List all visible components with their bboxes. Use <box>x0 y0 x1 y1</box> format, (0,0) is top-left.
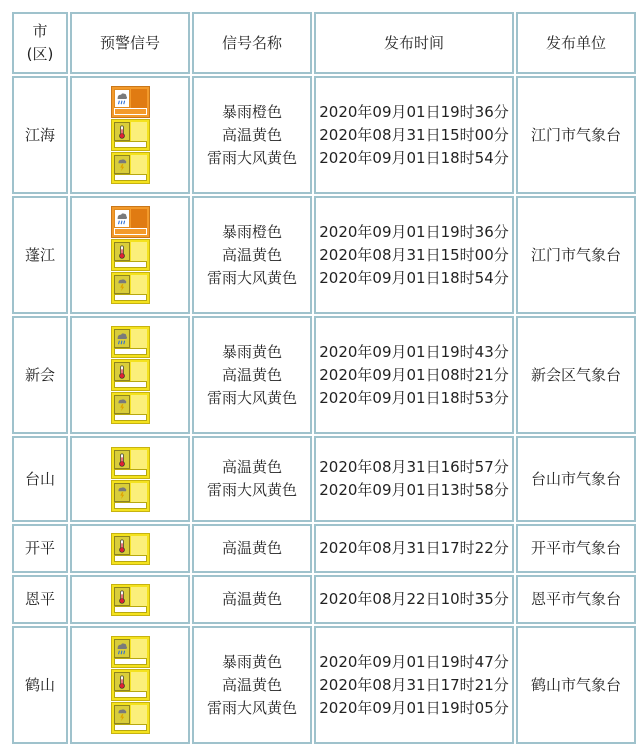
signal-name-cell <box>192 76 312 194</box>
signal-name: 高温黄色 <box>221 125 282 144</box>
rainstorm-orange-icon <box>111 86 150 118</box>
release-time: 2020年09月01日19时47分 <box>319 652 509 671</box>
release-time: 2020年09月01日19时36分 <box>319 102 509 121</box>
high-temperature-yellow-icon <box>111 447 150 479</box>
release-time: 2020年08月31日17时22分 <box>319 539 509 557</box>
high-temperature-yellow-icon <box>111 239 150 271</box>
table-row <box>12 575 636 624</box>
signal-name: 雷雨大风黄色 <box>206 388 297 407</box>
issuer-cell: 江门市气象台 <box>516 196 636 314</box>
area-cell: 开平 <box>12 524 68 573</box>
signal-name-cell <box>192 196 312 314</box>
release-time: 2020年09月01日18时54分 <box>319 268 509 287</box>
release-time: 2020年08月31日15时00分 <box>319 245 509 264</box>
issuer-cell: 新会区气象台 <box>516 316 636 434</box>
signal-name: 高温黄色 <box>221 245 282 264</box>
header-city <box>12 12 68 74</box>
table-row <box>12 436 636 522</box>
signal-icon-cell <box>70 316 190 434</box>
issuer-cell: 鹤山市气象台 <box>516 626 636 744</box>
release-time: 2020年08月31日16时57分 <box>319 458 509 476</box>
release-time: 2020年09月01日08时21分 <box>319 365 509 384</box>
release-time-cell <box>314 76 514 194</box>
signal-icon-stack <box>72 447 188 512</box>
issuer-cell: 恩平市气象台 <box>516 575 636 624</box>
table-row <box>12 626 636 744</box>
thunderstorm-gale-yellow-icon <box>111 702 150 734</box>
rainstorm-orange-icon <box>111 206 150 238</box>
header-release-time: 发布时间 <box>314 12 514 74</box>
signal-name: 高温黄色 <box>221 675 282 694</box>
signal-name: 高温黄色 <box>221 590 282 608</box>
signal-icon-cell <box>70 196 190 314</box>
release-time: 2020年09月01日18时53分 <box>319 388 509 407</box>
signal-icon-stack <box>72 636 188 734</box>
signal-name-cell <box>192 316 312 434</box>
area-cell: 恩平 <box>12 575 68 624</box>
signal-name: 暴雨橙色 <box>221 102 282 121</box>
signal-name: 暴雨橙色 <box>221 222 282 241</box>
signal-name-cell <box>192 436 312 522</box>
rainstorm-yellow-icon <box>111 326 150 358</box>
issuer-cell: 江门市气象台 <box>516 76 636 194</box>
header-signal-icon: 预警信号 <box>70 12 190 74</box>
area-cell: 江海 <box>12 76 68 194</box>
signal-name: 高温黄色 <box>221 458 282 476</box>
release-time-cell <box>314 626 514 744</box>
high-temperature-yellow-icon <box>111 359 150 391</box>
table-row <box>12 76 636 194</box>
table-header-row <box>12 12 636 74</box>
release-time: 2020年09月01日19时05分 <box>319 698 509 717</box>
signal-name-cell <box>192 626 312 744</box>
signal-icon-stack <box>72 584 188 616</box>
area-cell: 鹤山 <box>12 626 68 744</box>
signal-icon-stack <box>72 206 188 304</box>
header-issuer: 发布单位 <box>516 12 636 74</box>
release-time: 2020年08月31日17时21分 <box>319 675 509 694</box>
release-time-cell <box>314 436 514 522</box>
release-time: 2020年09月01日19时36分 <box>319 222 509 241</box>
high-temperature-yellow-icon <box>111 584 150 616</box>
signal-name: 高温黄色 <box>221 365 282 384</box>
release-time-cell <box>314 196 514 314</box>
signal-icon-cell <box>70 575 190 624</box>
release-time-cell <box>314 524 514 573</box>
release-time: 2020年08月31日15时00分 <box>319 125 509 144</box>
issuer-cell: 台山市气象台 <box>516 436 636 522</box>
high-temperature-yellow-icon <box>111 669 150 701</box>
signal-icon-cell <box>70 626 190 744</box>
high-temperature-yellow-icon <box>111 119 150 151</box>
rainstorm-yellow-icon <box>111 636 150 668</box>
signal-icon-stack <box>72 533 188 565</box>
signal-name: 雷雨大风黄色 <box>206 148 297 167</box>
table-row <box>12 316 636 434</box>
signal-name: 雷雨大风黄色 <box>206 481 297 499</box>
signal-name-cell <box>192 524 312 573</box>
header-signal-name: 信号名称 <box>192 12 312 74</box>
signal-name: 雷雨大风黄色 <box>206 268 297 287</box>
issuer-cell: 开平市气象台 <box>516 524 636 573</box>
header-city-line1: 市 <box>32 22 48 40</box>
area-cell: 新会 <box>12 316 68 434</box>
signal-name: 暴雨黄色 <box>221 342 282 361</box>
release-time: 2020年09月01日19时43分 <box>319 342 509 361</box>
thunderstorm-gale-yellow-icon <box>111 480 150 512</box>
release-time-cell <box>314 575 514 624</box>
release-time: 2020年09月01日13时58分 <box>319 481 509 499</box>
signal-icon-cell <box>70 76 190 194</box>
signal-icon-stack <box>72 86 188 184</box>
thunderstorm-gale-yellow-icon <box>111 152 150 184</box>
signal-icon-cell <box>70 524 190 573</box>
thunderstorm-gale-yellow-icon <box>111 392 150 424</box>
area-cell: 蓬江 <box>12 196 68 314</box>
signal-name-cell <box>192 575 312 624</box>
signal-name: 雷雨大风黄色 <box>206 698 297 717</box>
table-row <box>12 524 636 573</box>
thunderstorm-gale-yellow-icon <box>111 272 150 304</box>
high-temperature-yellow-icon <box>111 533 150 565</box>
signal-icon-stack <box>72 326 188 424</box>
release-time-cell <box>314 316 514 434</box>
signal-icon-cell <box>70 436 190 522</box>
warning-signal-table <box>10 10 638 746</box>
table-row <box>12 196 636 314</box>
header-city-line2: (区) <box>26 45 54 63</box>
signal-name: 暴雨黄色 <box>221 652 282 671</box>
release-time: 2020年09月01日18时54分 <box>319 148 509 167</box>
release-time: 2020年08月22日10时35分 <box>319 590 509 608</box>
signal-name: 高温黄色 <box>221 539 282 557</box>
area-cell: 台山 <box>12 436 68 522</box>
